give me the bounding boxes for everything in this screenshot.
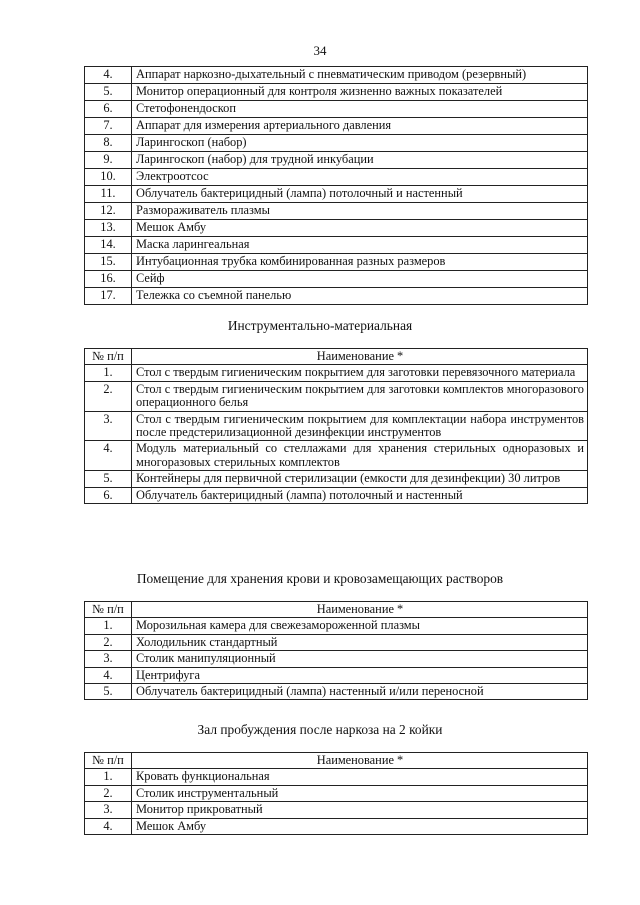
row-item-name: Аппарат для измерения артериального давления — [132, 118, 588, 135]
row-item-name: Кровать функциональная — [132, 769, 588, 785]
table-row — [85, 101, 588, 118]
table-row — [85, 152, 588, 169]
blood-storage-table — [84, 601, 588, 700]
row-number: 6. — [85, 487, 132, 503]
row-number: 2. — [85, 634, 132, 650]
row-number: 2. — [85, 381, 132, 411]
table-row — [85, 411, 588, 441]
table-row — [85, 769, 588, 785]
header-name: Наименование * — [132, 753, 588, 769]
row-number: 1. — [85, 769, 132, 785]
row-item-name: Морозильная камера для свежезамороженной плазмы — [132, 618, 588, 634]
table-row — [85, 818, 588, 834]
header-number: № п/п — [85, 349, 132, 365]
row-number: 14. — [85, 237, 132, 254]
section-title-recovery-room: Зал пробуждения после наркоза на 2 койки — [197, 722, 443, 737]
row-item-name: Стол с твердым гигиеническим покрытием для заготовки комплектов многоразового операционного белья — [132, 381, 588, 411]
table-row — [85, 634, 588, 650]
row-item-name: Контейнеры для первичной стерилизации (емкости для дезинфекции) 30 литров — [132, 471, 588, 487]
table-header-row — [85, 753, 588, 769]
row-item-name: Модуль материальный со стеллажами для хранения стерильных одноразовых и многоразовых стерильных комплектов — [132, 441, 588, 471]
row-number: 1. — [85, 618, 132, 634]
row-item-name: Интубационная трубка комбинированная разных размеров — [132, 254, 588, 271]
table-row — [85, 365, 588, 381]
row-number: 8. — [85, 135, 132, 152]
row-item-name: Монитор операционный для контроля жизненно важных показателей — [132, 84, 588, 101]
row-item-name: Центрифуга — [132, 667, 588, 683]
row-item-name: Холодильник стандартный — [132, 634, 588, 650]
row-number: 6. — [85, 101, 132, 118]
row-item-name: Стетофонендоскоп — [132, 101, 588, 118]
row-number: 3. — [85, 411, 132, 441]
row-number: 13. — [85, 220, 132, 237]
section-title-instrument-material: Инструментально-материальная — [227, 318, 413, 333]
table-row — [85, 186, 588, 203]
table-row — [85, 220, 588, 237]
table-row — [85, 618, 588, 634]
row-number: 5. — [85, 684, 132, 700]
row-item-name: Столик инструментальный — [132, 785, 588, 801]
table-row — [85, 203, 588, 220]
table-row — [85, 785, 588, 801]
row-number: 16. — [85, 271, 132, 288]
row-number: 11. — [85, 186, 132, 203]
row-item-name: Монитор прикроватный — [132, 802, 588, 818]
row-number: 4. — [85, 667, 132, 683]
table-row — [85, 487, 588, 503]
row-number: 3. — [85, 651, 132, 667]
table-row — [85, 254, 588, 271]
header-number: № п/п — [85, 753, 132, 769]
header-name: Наименование * — [132, 602, 588, 618]
row-item-name: Мешок Амбу — [132, 818, 588, 834]
row-item-name: Ларингоскоп (набор) для трудной инкубации — [132, 152, 588, 169]
row-item-name: Сейф — [132, 271, 588, 288]
table-row — [85, 118, 588, 135]
row-number: 5. — [85, 84, 132, 101]
row-number: 12. — [85, 203, 132, 220]
row-number: 15. — [85, 254, 132, 271]
header-name: Наименование * — [132, 349, 588, 365]
table-row — [85, 667, 588, 683]
section-title-blood-storage: Помещение для хранения крови и кровозамещающих растворов — [136, 571, 504, 586]
row-item-name: Стол с твердым гигиеническим покрытием для заготовки перевязочного материала — [132, 365, 588, 381]
row-number: 1. — [85, 365, 132, 381]
table-row — [85, 271, 588, 288]
row-number: 5. — [85, 471, 132, 487]
table-header-row — [85, 349, 588, 365]
row-item-name: Тележка со съемной панелью — [132, 288, 588, 305]
row-item-name: Размораживатель плазмы — [132, 203, 588, 220]
row-item-name: Столик манипуляционный — [132, 651, 588, 667]
page-number: 34 — [313, 43, 327, 58]
row-item-name: Мешок Амбу — [132, 220, 588, 237]
table-row — [85, 288, 588, 305]
row-number: 4. — [85, 818, 132, 834]
row-number: 4. — [85, 441, 132, 471]
row-number: 10. — [85, 169, 132, 186]
table-row — [85, 381, 588, 411]
table-row — [85, 441, 588, 471]
recovery-room-table — [84, 752, 588, 835]
row-number: 3. — [85, 802, 132, 818]
row-item-name: Ларингоскоп (набор) — [132, 135, 588, 152]
table-row — [85, 471, 588, 487]
row-number: 7. — [85, 118, 132, 135]
table-row — [85, 651, 588, 667]
row-item-name: Аппарат наркозно-дыхательный с пневматическим приводом (резервный) — [132, 67, 588, 84]
row-item-name: Маска ларингеальная — [132, 237, 588, 254]
equipment-table-continued — [84, 66, 588, 305]
row-item-name: Стол с твердым гигиеническим покрытием для комплектации набора инструментов после предстерилизационной дезинфекции инструментов — [132, 411, 588, 441]
header-number: № п/п — [85, 602, 132, 618]
table-row — [85, 135, 588, 152]
row-item-name: Электроотсос — [132, 169, 588, 186]
row-number: 2. — [85, 785, 132, 801]
row-item-name: Облучатель бактерицидный (лампа) потолочный и настенный — [132, 186, 588, 203]
instrument-material-table — [84, 348, 588, 504]
table-row — [85, 67, 588, 84]
row-number: 9. — [85, 152, 132, 169]
row-item-name: Облучатель бактерицидный (лампа) потолочный и настенный — [132, 487, 588, 503]
row-number: 4. — [85, 67, 132, 84]
row-item-name: Облучатель бактерицидный (лампа) настенный и/или переносной — [132, 684, 588, 700]
table-header-row — [85, 602, 588, 618]
table-row — [85, 684, 588, 700]
table-row — [85, 84, 588, 101]
table-row — [85, 237, 588, 254]
row-number: 17. — [85, 288, 132, 305]
table-row — [85, 802, 588, 818]
table-row — [85, 169, 588, 186]
